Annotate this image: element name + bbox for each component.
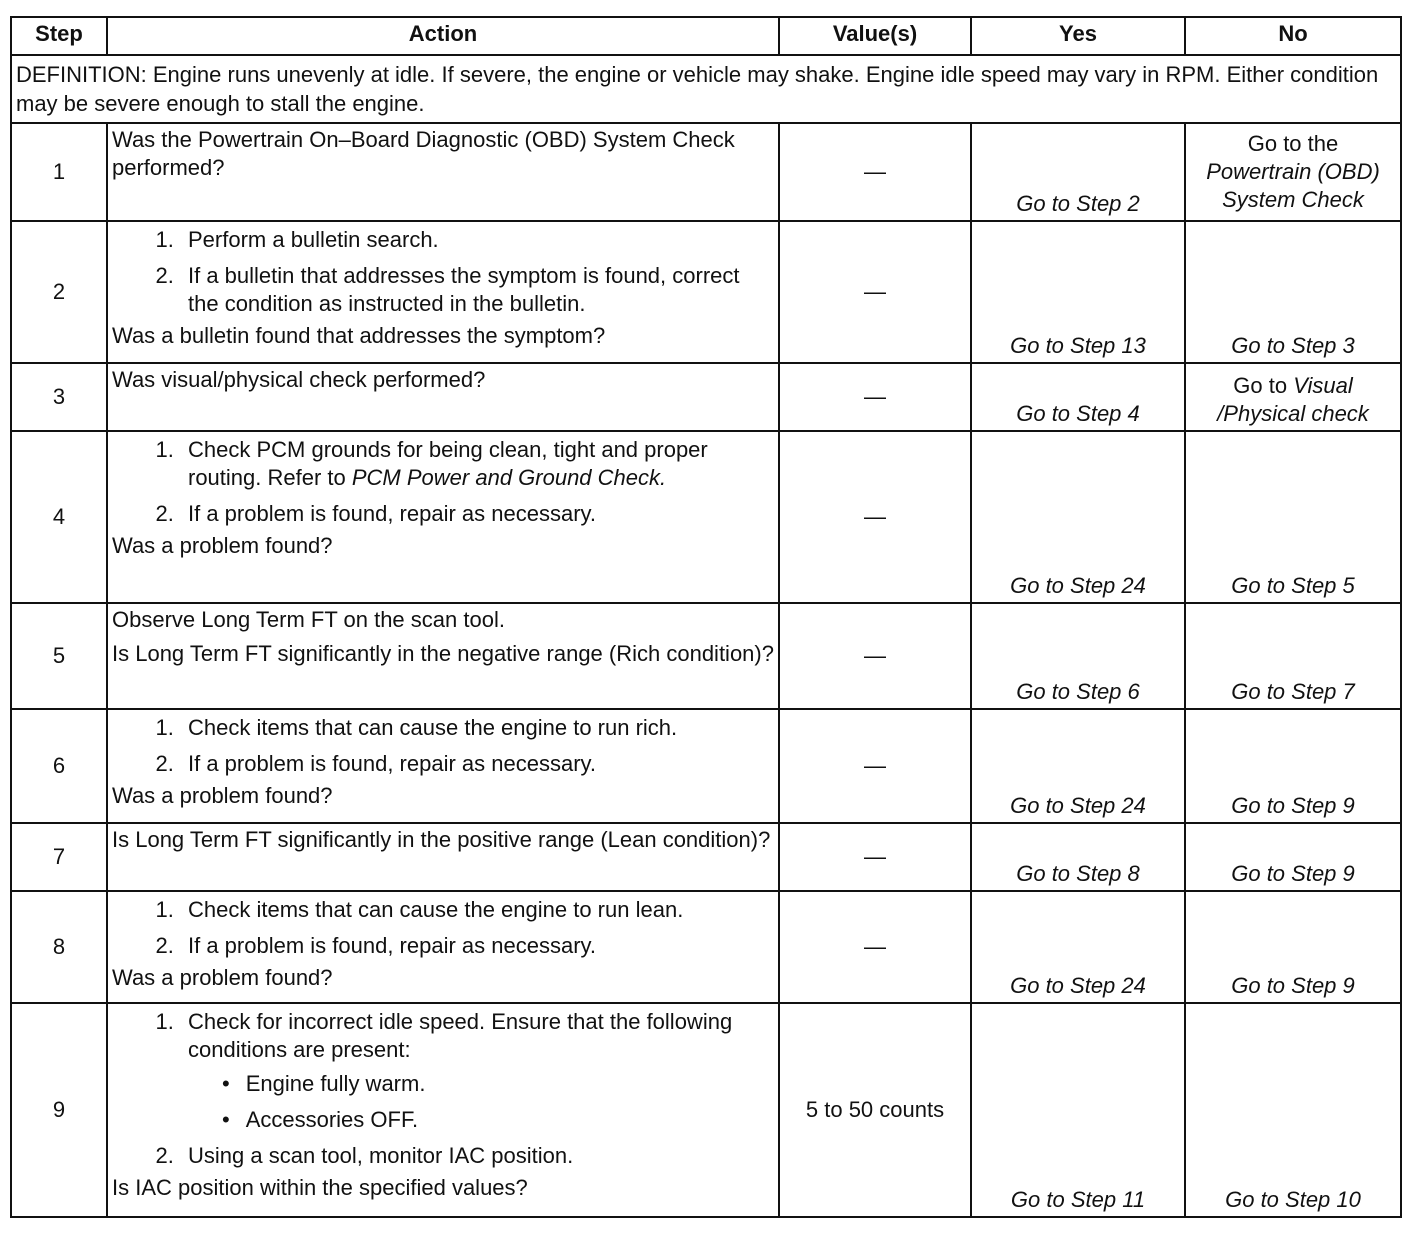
value-cell: — (779, 891, 971, 1003)
action-cell (107, 709, 779, 823)
list-item (180, 1008, 774, 1134)
action-question: Was a problem found? (112, 965, 333, 990)
value-cell: — (779, 823, 971, 891)
no-cell: Go to Step 7 (1185, 603, 1401, 709)
table-row (11, 891, 1401, 1003)
action-list (112, 226, 774, 318)
table-row (11, 431, 1401, 603)
table-row (11, 1003, 1401, 1217)
action-list (112, 1008, 774, 1170)
condition-item: • Accessories OFF. (214, 1106, 774, 1134)
step-number: 6 (11, 709, 107, 823)
condition-list (188, 1070, 774, 1134)
list-item: 1. Check items that can cause the engine to run lean. (180, 896, 774, 924)
list-item: 2. If a problem is found, repair as necessary. (180, 932, 774, 960)
value-cell: — (779, 363, 971, 431)
step-number: 7 (11, 823, 107, 891)
yes-cell: Go to Step 2 (971, 123, 1185, 221)
yes-cell: Go to Step 6 (971, 603, 1185, 709)
value-cell: — (779, 123, 971, 221)
step-number: 8 (11, 891, 107, 1003)
reference-link: PCM Power and Ground Check (351, 465, 661, 490)
no-cell: Go to Step 9 (1185, 823, 1401, 891)
yes-cell: Go to Step 13 (971, 221, 1185, 363)
header-values: Value(s) (779, 17, 971, 55)
table-row (11, 363, 1401, 431)
list-item-text: Check PCM grounds for being clean, tight and proper routing. Refer to (188, 437, 708, 490)
no-cell-prefix: Go to (1233, 373, 1294, 398)
list-item-text: Check for incorrect idle speed. Ensure that the following conditions are present: (188, 1009, 733, 1062)
reference-end: . (660, 465, 667, 490)
table-row (11, 123, 1401, 221)
action-question: Is Long Term FT significantly in the positive range (Lean condition)? (107, 823, 779, 891)
action-question: Was the Powertrain On–Board Diagnostic (OBD) System Check performed? (107, 123, 779, 221)
action-cell (107, 431, 779, 603)
no-cell: Go to Step 5 (1185, 431, 1401, 603)
step-number: 2 (11, 221, 107, 363)
value-cell: — (779, 221, 971, 363)
yes-cell: Go to Step 11 (971, 1003, 1185, 1217)
value-cell: — (779, 603, 971, 709)
header-step: Step (11, 17, 107, 55)
action-list (112, 436, 774, 528)
action-question: Is IAC position within the specified values? (112, 1175, 528, 1200)
action-question: Is Long Term FT significantly in the negative range (Rich condition)? (112, 641, 774, 666)
definition-row (11, 55, 1401, 123)
list-item: 2. If a bulletin that addresses the symptom is found, correct the condition as instructed in the bulletin. (180, 262, 774, 318)
action-question: Was visual/physical check performed? (107, 363, 779, 431)
step-number: 1 (11, 123, 107, 221)
list-item (180, 436, 774, 492)
step-number: 9 (11, 1003, 107, 1217)
action-question: Was a bulletin found that addresses the symptom? (112, 323, 606, 348)
no-cell-prefix: Go to the (1247, 131, 1339, 156)
header-row (11, 17, 1401, 55)
table-row (11, 709, 1401, 823)
step-number: 4 (11, 431, 107, 603)
header-yes: Yes (971, 17, 1185, 55)
action-list (112, 714, 774, 778)
yes-cell: Go to Step 24 (971, 709, 1185, 823)
value-cell: — (779, 431, 971, 603)
diagnostic-table-document (10, 16, 1400, 1218)
yes-cell: Go to Step 8 (971, 823, 1185, 891)
list-item: 2. If a problem is found, repair as necessary. (180, 750, 774, 778)
diagnostic-table (10, 16, 1402, 1218)
header-no: No (1185, 17, 1401, 55)
no-cell: Go to Step 9 (1185, 891, 1401, 1003)
no-cell: Go to Step 9 (1185, 709, 1401, 823)
list-item: 2. If a problem is found, repair as necessary. (180, 500, 774, 528)
no-cell: Go to Step 10 (1185, 1003, 1401, 1217)
step-number: 3 (11, 363, 107, 431)
step-number: 5 (11, 603, 107, 709)
action-list (112, 896, 774, 960)
condition-item: • Engine fully warm. (214, 1070, 774, 1098)
yes-cell: Go to Step 4 (971, 363, 1185, 431)
no-cell (1185, 123, 1401, 221)
definition-text: DEFINITION: Engine runs unevenly at idle. If severe, the engine or vehicle may shake. Engine idle speed may vary in RPM. Either condition may be severe enough to stall the engine. (11, 55, 1401, 123)
action-question: Was a problem found? (112, 533, 333, 558)
action-cell (107, 891, 779, 1003)
no-cell-reference: Powertrain (OBD) System Check (1206, 159, 1380, 212)
no-cell (1185, 363, 1401, 431)
header-action: Action (107, 17, 779, 55)
table-row (11, 603, 1401, 709)
yes-cell: Go to Step 24 (971, 891, 1185, 1003)
list-item: 1. Check items that can cause the engine to run rich. (180, 714, 774, 742)
list-item: 1. Perform a bulletin search. (180, 226, 774, 254)
action-cell (107, 1003, 779, 1217)
value-cell: 5 to 50 counts (779, 1003, 971, 1217)
yes-cell: Go to Step 24 (971, 431, 1185, 603)
no-cell: Go to Step 3 (1185, 221, 1401, 363)
action-cell (107, 221, 779, 363)
list-item: 2. Using a scan tool, monitor IAC position. (180, 1142, 774, 1170)
action-observe: Observe Long Term FT on the scan tool. (112, 607, 505, 632)
no-cell-reference: Visual /Physical check (1217, 373, 1369, 426)
table-row (11, 823, 1401, 891)
value-cell: — (779, 709, 971, 823)
action-cell (107, 603, 779, 709)
table-row (11, 221, 1401, 363)
action-question: Was a problem found? (112, 783, 333, 808)
